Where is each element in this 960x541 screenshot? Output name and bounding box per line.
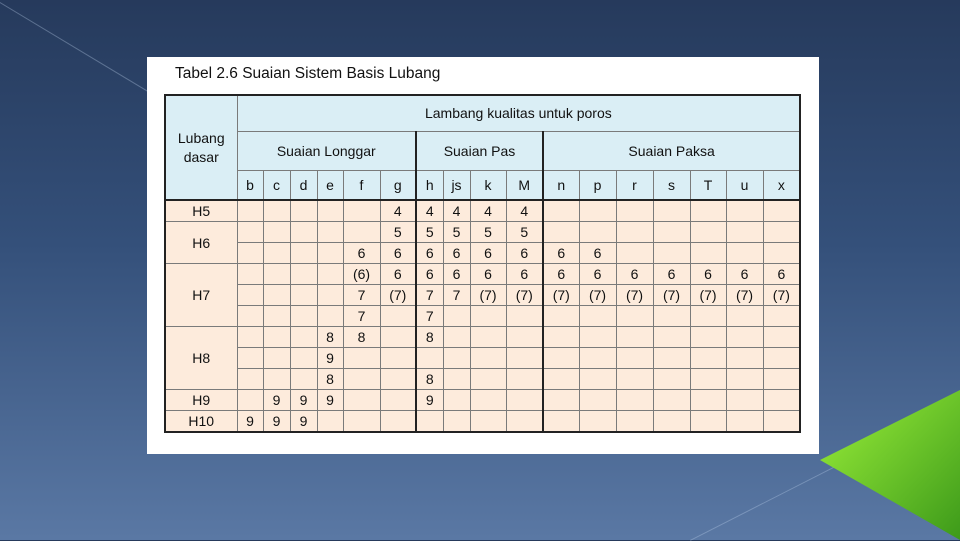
table-cell: 6: [443, 264, 470, 285]
table-cell: 9: [416, 390, 443, 411]
table-cell: [237, 369, 263, 390]
hole-label: H8: [165, 327, 237, 390]
table-cell: [506, 411, 543, 433]
table-cell: [690, 390, 726, 411]
table-row: [165, 327, 800, 348]
table-cell: [263, 306, 290, 327]
table-cell: [290, 264, 317, 285]
table-cell: [726, 243, 763, 264]
table-cell: 6: [506, 243, 543, 264]
table-cell: [343, 390, 380, 411]
table-cell: 9: [263, 390, 290, 411]
table-cell: [763, 369, 800, 390]
table-cell: [443, 390, 470, 411]
table-cell: [543, 369, 579, 390]
table-cell: [263, 243, 290, 264]
table-cell: [653, 327, 690, 348]
table-cell: [543, 222, 579, 243]
header-letter: u: [726, 170, 763, 200]
table-cell: [317, 264, 343, 285]
table-cell: [579, 306, 616, 327]
table-cell: [290, 348, 317, 369]
table-cell: [380, 327, 416, 348]
table-cell: [470, 390, 506, 411]
table-cell: (6): [343, 264, 380, 285]
table-cell: [443, 369, 470, 390]
table-cell: (7): [506, 285, 543, 306]
table-cell: (7): [726, 285, 763, 306]
table-cell: 7: [343, 285, 380, 306]
table-row: [165, 369, 800, 390]
table-cell: 6: [616, 264, 653, 285]
table-cell: [290, 369, 317, 390]
table-cell: [317, 200, 343, 222]
table-cell: [290, 327, 317, 348]
header-letter: f: [343, 170, 380, 200]
table-cell: [543, 306, 579, 327]
table-cell: [579, 327, 616, 348]
table-row: [165, 390, 800, 411]
table-cell: 6: [763, 264, 800, 285]
table-cell: 6: [470, 243, 506, 264]
table-row: [165, 348, 800, 369]
table-cell: 8: [317, 327, 343, 348]
table-cell: 7: [343, 306, 380, 327]
table-cell: [763, 200, 800, 222]
table-cell: 9: [290, 390, 317, 411]
table-cell: 4: [380, 200, 416, 222]
table-row: [165, 285, 800, 306]
table-cell: [653, 348, 690, 369]
table-cell: 6: [416, 243, 443, 264]
table-cell: (7): [616, 285, 653, 306]
table-cell: 4: [506, 200, 543, 222]
hole-label: H7: [165, 264, 237, 327]
table-cell: 6: [690, 264, 726, 285]
header-letter: p: [579, 170, 616, 200]
table-cell: (7): [690, 285, 726, 306]
table-cell: [263, 200, 290, 222]
table-cell: [290, 200, 317, 222]
table-cell: (7): [543, 285, 579, 306]
table-cell: [237, 390, 263, 411]
table-cell: [579, 200, 616, 222]
table-cell: (7): [763, 285, 800, 306]
header-letter: h: [416, 170, 443, 200]
table-cell: 6: [543, 243, 579, 264]
green-triangle-decoration: [820, 390, 960, 540]
table-cell: 6: [653, 264, 690, 285]
table-cell: [543, 327, 579, 348]
table-cell: [343, 348, 380, 369]
table-cell: (7): [579, 285, 616, 306]
header-letter: r: [616, 170, 653, 200]
header-letter: T: [690, 170, 726, 200]
table-cell: [237, 306, 263, 327]
table-cell: 8: [416, 327, 443, 348]
table-cell: [237, 327, 263, 348]
table-cell: [690, 327, 726, 348]
table-cell: [263, 369, 290, 390]
header-lambang-kualitas: Lambang kualitas untuk poros: [237, 95, 800, 131]
table-row: [165, 200, 800, 222]
table-cell: [443, 327, 470, 348]
table-cell: [653, 222, 690, 243]
table-cell: [290, 285, 317, 306]
header-letter: n: [543, 170, 579, 200]
header-group-suaian-paksa: Suaian Paksa: [543, 131, 800, 170]
table-cell: [616, 306, 653, 327]
table-cell: 4: [416, 200, 443, 222]
table-cell: 6: [726, 264, 763, 285]
table-cell: [416, 411, 443, 433]
table-cell: 7: [416, 306, 443, 327]
table-cell: 5: [506, 222, 543, 243]
table-cell: [543, 348, 579, 369]
table-cell: [653, 390, 690, 411]
table-cell: [726, 200, 763, 222]
table-cell: 5: [416, 222, 443, 243]
table-cell: [543, 390, 579, 411]
table-cell: 9: [317, 348, 343, 369]
table-cell: [579, 348, 616, 369]
table-cell: [579, 369, 616, 390]
header-letter: k: [470, 170, 506, 200]
table-cell: [263, 285, 290, 306]
table-cell: [237, 264, 263, 285]
table-cell: 7: [443, 285, 470, 306]
table-cell: [506, 369, 543, 390]
table-cell: [317, 411, 343, 433]
table-cell: [263, 327, 290, 348]
table-cell: [343, 369, 380, 390]
table-cell: [726, 390, 763, 411]
hole-label: H5: [165, 200, 237, 222]
header-letter: g: [380, 170, 416, 200]
header-letter: c: [263, 170, 290, 200]
table-cell: [263, 222, 290, 243]
table-cell: 6: [543, 264, 579, 285]
header-group-suaian-longgar: Suaian Longgar: [237, 131, 416, 170]
table-cell: 8: [317, 369, 343, 390]
table-cell: [726, 348, 763, 369]
fit-system-table: [164, 94, 801, 433]
table-row: [165, 243, 800, 264]
header-letter: e: [317, 170, 343, 200]
table-cell: [690, 222, 726, 243]
table-cell: [579, 411, 616, 433]
table-cell: [579, 390, 616, 411]
table-cell: [616, 200, 653, 222]
table-cell: [653, 243, 690, 264]
table-cell: [506, 390, 543, 411]
table-cell: [380, 306, 416, 327]
table-cell: [237, 348, 263, 369]
table-cell: [726, 327, 763, 348]
header-letter: d: [290, 170, 317, 200]
table-row: [165, 411, 800, 433]
table-cell: [763, 243, 800, 264]
table-cell: 6: [579, 264, 616, 285]
table-cell: [380, 369, 416, 390]
table-cell: [616, 411, 653, 433]
table-cell: [470, 411, 506, 433]
table-cell: [263, 264, 290, 285]
table-cell: [290, 243, 317, 264]
table-cell: [290, 306, 317, 327]
table-cell: [343, 222, 380, 243]
table-cell: [380, 390, 416, 411]
table-cell: [343, 200, 380, 222]
table-cell: [237, 243, 263, 264]
table-cell: [726, 306, 763, 327]
hole-label: H9: [165, 390, 237, 411]
table-cell: [317, 222, 343, 243]
header-lubang-dasar: Lubang dasar: [165, 95, 237, 200]
table-cell: [690, 243, 726, 264]
table-cell: 4: [470, 200, 506, 222]
table-cell: [763, 306, 800, 327]
table-cell: [690, 306, 726, 327]
table-cell: [470, 348, 506, 369]
table-cell: [470, 369, 506, 390]
table-cell: [470, 306, 506, 327]
table-cell: [763, 327, 800, 348]
table-cell: [763, 411, 800, 433]
table-cell: 6: [579, 243, 616, 264]
table-cell: [653, 369, 690, 390]
table-cell: [616, 390, 653, 411]
table-cell: 5: [443, 222, 470, 243]
table-cell: 8: [416, 369, 443, 390]
table-cell: [443, 348, 470, 369]
table-cell: [543, 411, 579, 433]
table-cell: [726, 369, 763, 390]
table-cell: [443, 306, 470, 327]
table-cell: 6: [343, 243, 380, 264]
table-cell: [726, 222, 763, 243]
table-cell: [653, 306, 690, 327]
table-cell: [690, 348, 726, 369]
table-row: [165, 264, 800, 285]
table-row: [165, 222, 800, 243]
table-cell: [237, 222, 263, 243]
table-cell: (7): [653, 285, 690, 306]
table-cell: [579, 222, 616, 243]
table-cell: [343, 411, 380, 433]
table-cell: [506, 306, 543, 327]
table-cell: [290, 222, 317, 243]
table-cell: 9: [317, 390, 343, 411]
table-row: [165, 306, 800, 327]
table-cell: [763, 222, 800, 243]
table-cell: 7: [416, 285, 443, 306]
slide-card: [147, 57, 819, 454]
table-cell: 5: [380, 222, 416, 243]
table-cell: 9: [237, 411, 263, 433]
table-cell: 6: [380, 264, 416, 285]
table-cell: [416, 348, 443, 369]
table-cell: 6: [506, 264, 543, 285]
table-cell: [506, 348, 543, 369]
table-cell: [263, 348, 290, 369]
table-cell: [237, 285, 263, 306]
table-cell: [380, 411, 416, 433]
table-cell: [726, 411, 763, 433]
table-cell: [616, 222, 653, 243]
background-line: [0, 2, 171, 106]
table-cell: [317, 306, 343, 327]
header-group-suaian-pas: Suaian Pas: [416, 131, 543, 170]
header-letter: M: [506, 170, 543, 200]
table-title: Tabel 2.6 Suaian Sistem Basis Lubang: [175, 65, 441, 82]
table-cell: [470, 327, 506, 348]
table-cell: 4: [443, 200, 470, 222]
table-cell: 9: [290, 411, 317, 433]
hole-label: H6: [165, 222, 237, 264]
table-cell: 6: [470, 264, 506, 285]
table-cell: (7): [470, 285, 506, 306]
table-cell: 6: [380, 243, 416, 264]
table-cell: 5: [470, 222, 506, 243]
table-cell: [543, 200, 579, 222]
hole-label: H10: [165, 411, 237, 433]
table-cell: [506, 327, 543, 348]
table-cell: [690, 411, 726, 433]
table-cell: [616, 243, 653, 264]
table-cell: 8: [343, 327, 380, 348]
table-cell: 6: [443, 243, 470, 264]
header-letter: js: [443, 170, 470, 200]
table-cell: [616, 369, 653, 390]
table-cell: [653, 411, 690, 433]
table-cell: [763, 348, 800, 369]
table-cell: 9: [263, 411, 290, 433]
table-cell: [616, 348, 653, 369]
table-cell: [690, 369, 726, 390]
header-letter: b: [237, 170, 263, 200]
table-cell: [380, 348, 416, 369]
table-cell: [237, 200, 263, 222]
header-letter: s: [653, 170, 690, 200]
table-cell: [317, 243, 343, 264]
table-cell: 6: [416, 264, 443, 285]
table-cell: [443, 411, 470, 433]
table-cell: [763, 390, 800, 411]
table-cell: (7): [380, 285, 416, 306]
table-cell: [653, 200, 690, 222]
table-cell: [616, 327, 653, 348]
table-cell: [317, 285, 343, 306]
table-cell: [690, 200, 726, 222]
header-letter: x: [763, 170, 800, 200]
